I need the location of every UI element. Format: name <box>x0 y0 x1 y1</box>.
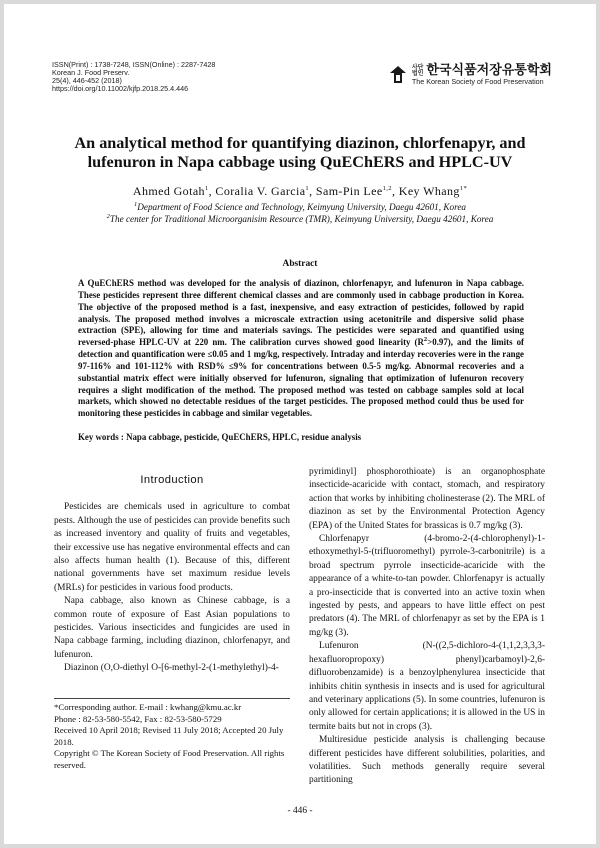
contact-phone-fax: Phone : 82-53-580-5542, Fax : 82-53-580-5729 <box>54 713 222 724</box>
society-emblem-icon <box>388 65 408 85</box>
society-english-name: The Korean Society of Food Preservation <box>411 77 544 86</box>
body-paragraph: pyrimidinyl] phosphorothioate) is an organophosphate insecticide-acaricide with contact, stomach, and respiratory action that works by inhibiting cholinesterase (2). The MRL of diazinon as set by the Environmental Protection Agency (EPA) of the United States for brassicas is 0.7 mg/kg (3). <box>309 467 545 531</box>
body-paragraph: Lufenuron (N-((2,5-dichloro-4-(1,1,2,3,3,3-hexafluoropropoxy) phenyl)carbamoyl)-2,6-difluorobenzamide) is a benzoylphenylurea insecticide that inhibits chitin synthesis in insects and is used for agricultural and veterinary applications (5). In some countries, lufenuron is only allowed for certain applications; it is allowed in the US in termite baits but not in crops (3). <box>309 641 545 732</box>
abstract-text-continued: >0.97), and the limits of detection and quantification were ≤0.05 and 1 mg/kg, respectively. Intraday and interday recoveries were in the range 97-116% and 101-112% with RSD% ≤9% for concentrations between 0.5-5 mg/kg. Abnormal recoveries and a substantial matrix effect were initially observed for lufenuron, signaling that optimization of lufenuron recovery requires a slight modification of the method. The proposed method was tested on cabbage samples sold at local markets, which showed no detectable residues of the target pesticides. The proposed method could thus be used for monitoring these pesticides in cabbage and similar vegetables. <box>78 337 524 419</box>
body-paragraph: Diazinon (O,O-diethyl O-[6-methyl-2-(1-methylethyl)-4- <box>64 663 279 674</box>
doi-link[interactable]: https://doi.org/10.11002/kjfp.2018.25.4.446 <box>52 84 189 93</box>
affiliation-text: The center for Traditional Microorganisim Resource (TMR), Keimyung University, Daegu 42601, Korea <box>109 214 494 224</box>
body-paragraph: Chlorfenapyr (4-bromo-2-(4-chlorophenyl)-1-ethoxymethyl-5-(trifluoromethyl) pyrrole-3-carbonitrile) is a broad spectrum pyrrole insecticide-acaricide with the appearance of a white-to-tan powder. Chlorfenapyr is actually a pro-insecticide that is converted into an active toxin when ingested by pests, and appears to have little effect on pest predators (4). The MRL of chlorfenapyr as set by the EPA is 1 mg/kg (3). <box>309 534 545 638</box>
introduction-heading: Introduction <box>140 474 204 486</box>
society-korean-name: 한국식품저장유통학회 <box>426 63 552 78</box>
author-list: Ahmed Gotah$^1$, Coralia V. Garcia$^1$, Sam-Pin Lee$^{1,2}$, Key Whang$^{1*}$ <box>132 184 468 198</box>
left-column <box>54 470 290 676</box>
abstract-heading: Abstract <box>282 259 318 269</box>
right-column <box>309 466 545 788</box>
footnote <box>54 698 290 772</box>
r-squared-superscript: 2 <box>423 336 428 344</box>
society-small-label: 사단 법인 <box>411 64 424 77</box>
volume-line: 25(4), 446-452 (2018) <box>52 76 122 85</box>
page-number: - 446 - <box>287 806 313 816</box>
author-affiliation-mark: 1* <box>459 185 468 192</box>
affiliation-1 <box>40 202 560 213</box>
copyright-notice: Copyright © The Korean Society of Food Preservation. All rights reserved. <box>54 748 285 770</box>
author-affiliation-mark: 1 <box>204 185 209 192</box>
author-name: Coralia V. Garcia <box>215 184 306 198</box>
affiliation-text: Department of Food Science and Technology, Keimyung University, Daegu 42601, Korea <box>137 202 466 212</box>
author-name: Sam-Pin Lee <box>315 184 383 198</box>
keywords: Key words : Napa cabbage, pesticide, QuEChERS, HPLC, residue analysis <box>78 432 362 442</box>
journal-header <box>52 61 215 93</box>
issn-line: ISSN(Print) : 1738-7248, ISSN(Online) : 2287-7428 <box>52 60 216 69</box>
received-dates: Received 10 April 2018; Revised 11 July 2018; Accepted 20 July 2018. <box>54 725 284 747</box>
body-paragraph: Pesticides are chemicals used in agriculture to combat pests. Although the use of pesticides can provide benefits such as increased inventory and quality of fruits and vegetables, their excessive use has negative environmental effects and can also affects human health (1). Because of this, different national governments have set maximum residue levels (MRLs) for pesticides in various food products. <box>54 502 290 593</box>
paper-title <box>40 134 560 172</box>
author-name: Ahmed Gotah <box>132 184 205 198</box>
author-affiliation-mark: 1,2 <box>382 185 392 192</box>
title-line-1: An analytical method for quantifying diazinon, chlorfenapyr, and <box>74 134 526 152</box>
affiliation-mark: 1 <box>134 200 138 208</box>
author-affiliation-mark: 1 <box>305 185 310 192</box>
body-paragraph: Napa cabbage, also known as Chinese cabbage, is a common route of exposure of East Asian populations to pesticides. Various insecticides and fungicides are used in Napa cabbage farming, including diazinon, chlorfenapyr, and lufenuron. <box>54 596 290 660</box>
author-name: Key Whang <box>398 184 460 198</box>
affiliation-2 <box>40 214 560 225</box>
journal-name: Korean J. Food Preserv. <box>52 68 130 77</box>
body-paragraph: Multiresidue pesticide analysis is challenging because different pesticides have different solubilities, polarities, and volatilities. Such methods generally require several partitioning <box>309 735 545 786</box>
title-line-2: lufenuron in Napa cabbage using QuEChERS and HPLC-UV <box>87 153 513 171</box>
abstract-text: A QuEChERS method was developed for the analysis of diazinon, chlorfenapyr, and lufenuron in Napa cabbage. These pesticides represent three different chemical classes and are commonly used in cabbage production in Korea. The objective of the proposed method is a fast, inexpensive, and easy extraction of pesticides, followed by rapid analysis. The proposed method involves a microscale extraction using acetonitrile and dispersive solid phase extraction (SPE), allowing for time and materials savings. The pesticides were separated and quantified using reversed-phase HPLC-UV at 220 nm. The calibration curves showed good linearity (R <box>78 278 524 348</box>
abstract-body <box>78 278 524 420</box>
corresponding-author: *Corresponding author. E-mail : kwhang@kmu.ac.kr <box>54 702 242 712</box>
affiliation-mark: 2 <box>106 212 110 220</box>
society-logo <box>388 64 552 86</box>
